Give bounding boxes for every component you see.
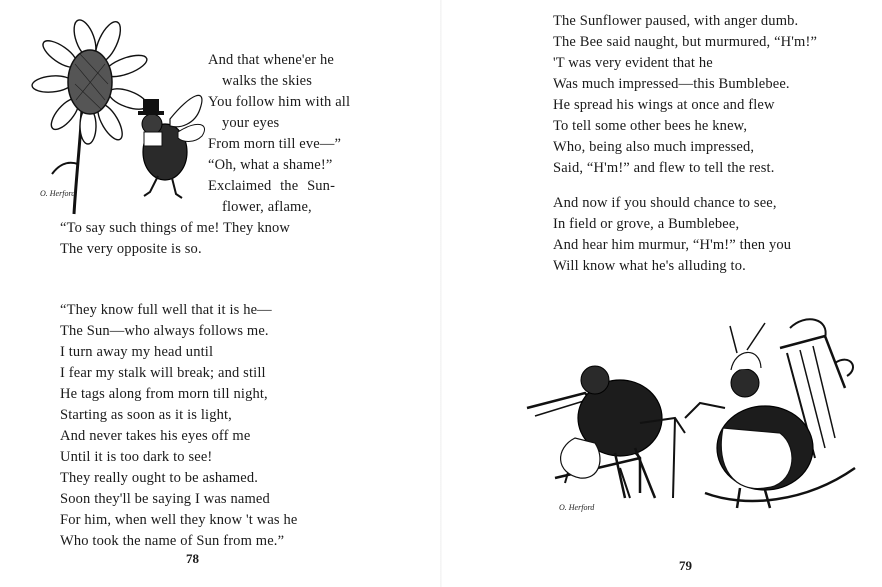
poem-line: Soon they'll be saying I was named (60, 491, 270, 507)
poem-line: He tags along from morn till night, (60, 386, 268, 402)
poem-line: And now if you should chance to see, (553, 195, 777, 211)
poem-line: flower, aflame, (222, 199, 312, 215)
poem-line: your eyes (222, 115, 280, 131)
poem-line: And never takes his eyes off me (60, 428, 251, 444)
poem-line: I fear my stalk will break; and still (60, 365, 266, 381)
poem-line: And hear him murmur, “H'm!” then you (553, 237, 792, 253)
poem-line: Who, being also much impressed, (553, 139, 755, 155)
poem-line: The Sunflower paused, with anger dumb. (553, 13, 799, 29)
poem-line: For him, when well they know 't was he (60, 512, 298, 528)
two-bees-in-chairs-illustration (525, 308, 865, 523)
poem-line: walks the skies (222, 73, 313, 89)
poem-line: And that whene'er he (208, 52, 334, 68)
poem-line: To tell some other bees he knew, (553, 118, 748, 134)
poem-line: He spread his wings at once and flew (553, 97, 775, 113)
page-number-right: 79 (679, 558, 692, 573)
poem-line: I turn away my head until (60, 344, 214, 360)
poem-line: They really ought to be ashamed. (60, 470, 259, 486)
right-page (441, 0, 882, 587)
poem-line: Was much impressed—this Bumblebee. (553, 76, 790, 92)
illustration-signature-left: O. Herford (40, 189, 76, 198)
poem-line: Said, “H'm!” and flew to tell the rest. (553, 160, 775, 176)
poem-line: “They know full well that it is he— (60, 302, 272, 318)
poem-line: Until it is too dark to see! (60, 449, 213, 465)
poem-line: In field or grove, a Bumblebee, (553, 216, 740, 232)
poem-line: The Bee said naught, but murmured, “H'm!” (553, 34, 818, 50)
poem-line: The Sun—who always follows me. (60, 323, 269, 339)
poem-line: “To say such things of me! They know (60, 220, 291, 236)
poem-line: Who took the name of Sun from me.” (60, 533, 285, 549)
poem-line: 'T was very evident that he (553, 55, 713, 71)
poem-line: The very opposite is so. (60, 241, 202, 257)
poem-line: Exclaimed the Sun- (208, 178, 336, 194)
poem-line: Starting as soon as it is light, (60, 407, 232, 423)
illustration-signature-right: O. Herford (559, 503, 595, 512)
poem-line: You follow him with all (208, 94, 351, 110)
page-number-left: 78 (186, 551, 199, 566)
poem-line: From morn till eve—” (208, 136, 342, 152)
poem-line: “Oh, what a shame!” (208, 157, 333, 173)
poem-line: Will know what he's alluding to. (553, 258, 746, 274)
sunflower-and-bee-illustration (30, 14, 210, 219)
